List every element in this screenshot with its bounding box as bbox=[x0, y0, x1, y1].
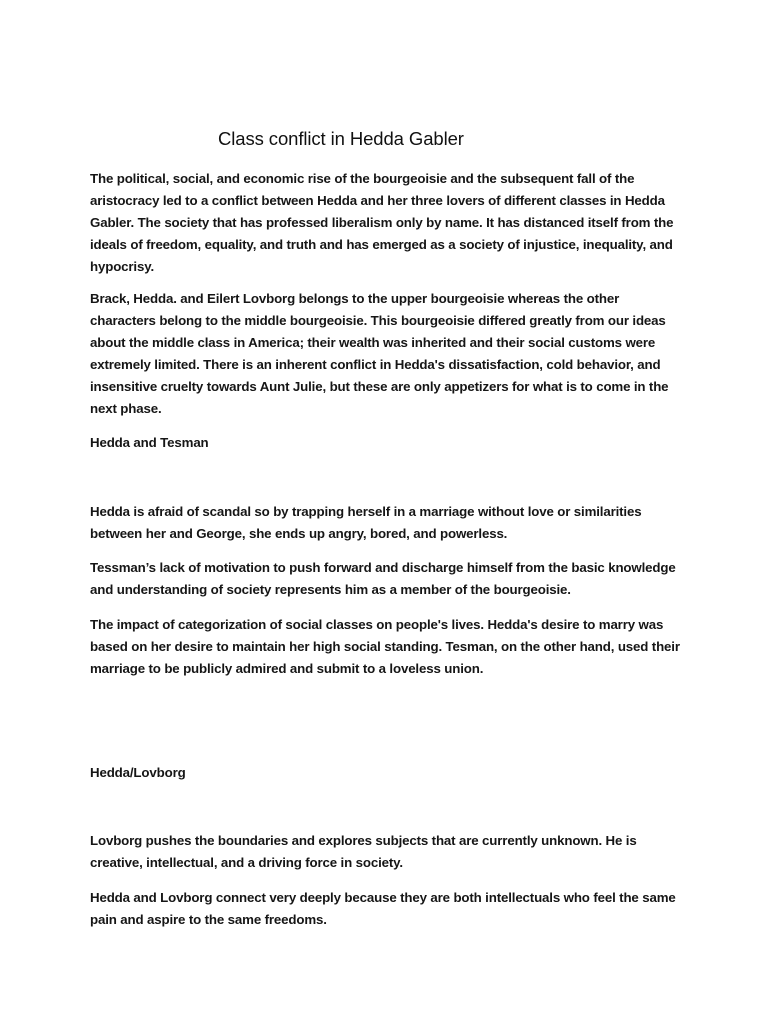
section-heading-hedda-lovborg: Hedda/Lovborg bbox=[90, 765, 186, 780]
paragraph-connection: Hedda and Lovborg connect very deeply because they are both intellectuals who feel the same pain and aspire to the same freedoms. bbox=[90, 890, 676, 927]
paragraph-scandal: Hedda is afraid of scandal so by trapping herself in a marriage without love or similarities between her and George, she ends up angry, bored, and powerless. bbox=[90, 504, 642, 541]
paragraph-social-classes: The impact of categorization of social classes on people's lives. Hedda's desire to marry was based on her desire to maintain her high social standing. Tesman, on the other hand, used their marriage to be publicly admired and submit to a loveless union. bbox=[90, 617, 680, 676]
paragraph-bourgeoisie: Brack, Hedda. and Eilert Lovborg belongs to the upper bourgeoisie whereas the other characters belong to the middle bourgeoisie. This bourgeoisie differed greatly from our ideas about the middle class in America; their wealth was inherited and their social customs were extremely limited. There is an inherent conflict in Hedda's dissatisfaction, cold behavior, and insensitive cruelty towards Aunt Julie, but these are only appetizers for what is to come in the next phase. bbox=[90, 291, 669, 416]
document-title: Class conflict in Hedda Gabler bbox=[218, 128, 464, 149]
paragraph-tessman-motivation: Tessman’s lack of motivation to push forward and discharge himself from the basic knowledge and understanding of society represents him as a member of the bourgeoisie. bbox=[90, 560, 676, 597]
paragraph-intro: The political, social, and economic rise of the bourgeoisie and the subsequent fall of the aristocracy led to a conflict between Hedda and her three lovers of different classes in Hedda Gabler. The society that has professed liberalism only by name. It has distanced itself from the ideals of freedom, equality, and truth and has emerged as a society of injustice, inequality, and hypocrisy. bbox=[90, 171, 674, 274]
paragraph-lovborg-boundaries: Lovborg pushes the boundaries and explores subjects that are currently unknown. He is creative, intellectual, and a driving force in society. bbox=[90, 833, 637, 870]
section-heading-hedda-tesman: Hedda and Tesman bbox=[90, 435, 209, 450]
